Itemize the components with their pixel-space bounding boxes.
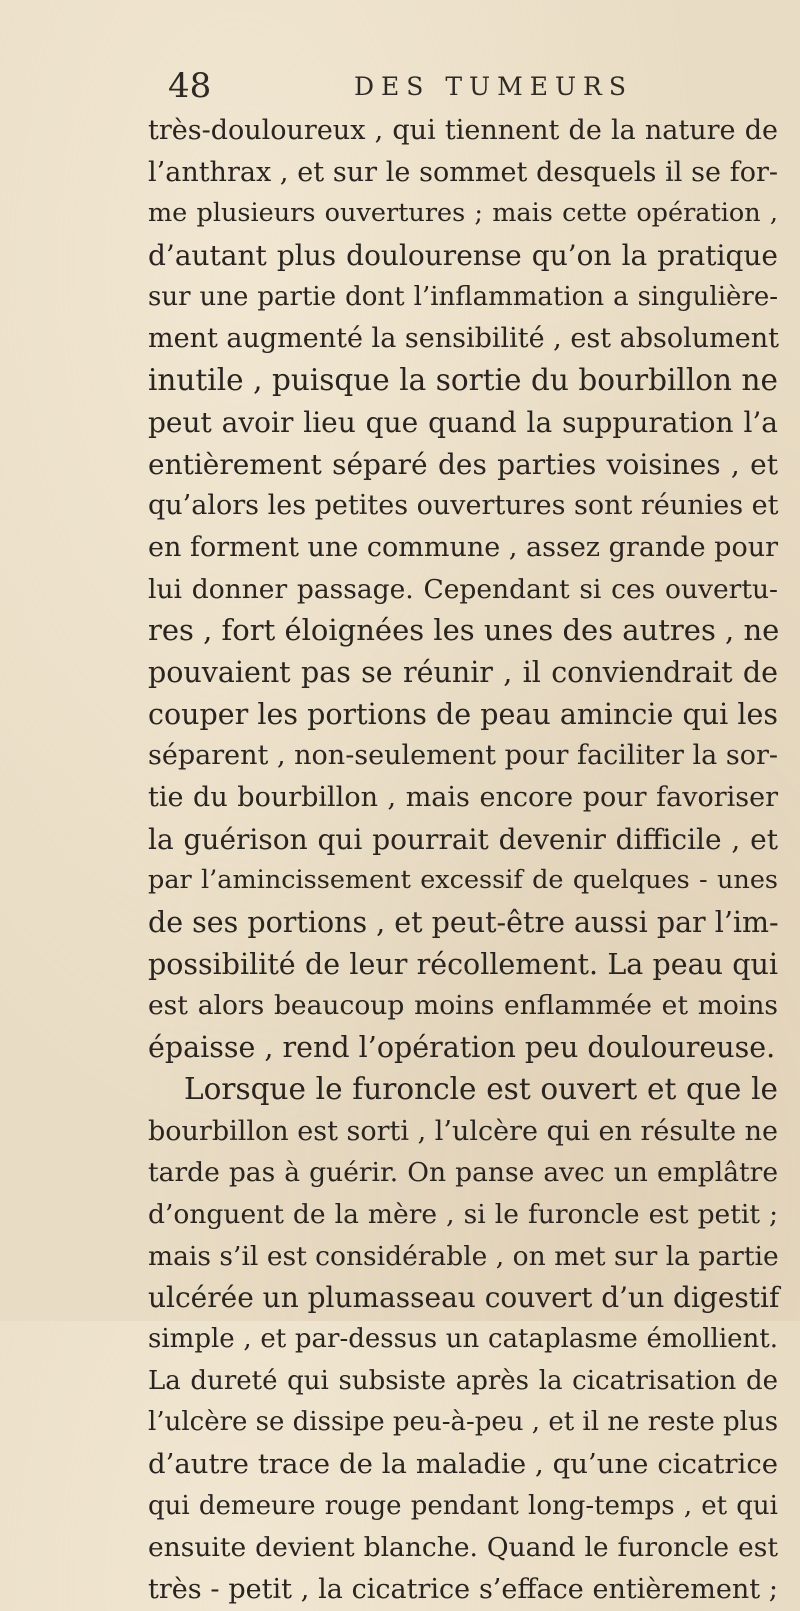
text-line: ensuite devient blanche. Quand le furoncle est [148,1532,778,1564]
text-line: me plusieurs ouvertures ; mais cette opération , [148,198,778,229]
text-line: tarde pas à guérir. On panse avec un emplâtre [148,1157,778,1189]
text-line: d’onguent de la mère , si le furoncle est petit ; [148,1198,778,1230]
text-line: est alors beaucoup moins enflammée et moins [148,990,778,1022]
body-text [148,110,780,1606]
text-line: qu’alors les petites ouvertures sont réunies et [148,490,779,522]
text-line: lui donner passage. Cependant si ces ouvertu- [148,573,778,605]
text-line: très-douloureux , qui tiennent de la nature de [148,115,778,146]
page-number: 48 [168,66,212,106]
page-header [168,66,768,106]
text-line: simple , et par-dessus un cataplasme émollient. [148,1323,778,1354]
text-line: très - petit , la cicatrice s’efface entièrement ; [148,1574,778,1606]
text-line: de ses portions , et peut-être aussi par l’im- [148,906,779,940]
text-line: sur une partie dont l’inflammation a singulière- [148,281,778,312]
text-line: l’anthrax , et sur le sommet desquels il se for- [148,156,778,188]
text-line: ment augmenté la sensibilité , est absolument [148,323,779,355]
text-line: possibilité de leur récollement. La peau qui [148,947,778,981]
text-line: en forment une commune , assez grande pour [148,531,778,563]
text-line: tie du bourbillon , mais encore pour favoriser [148,782,778,813]
text-line: La dureté qui subsiste après la cicatrisation de [148,1365,778,1396]
text-line: épaisse , rend l’opération peu douloureuse. [148,1031,776,1065]
text-line: séparent , non-seulement pour faciliter la sor- [148,740,778,772]
text-line: d’autre trace de la maladie , qu’une cicatrice [148,1448,778,1480]
text-line: par l’amincissement excessif de quelques - unes [148,865,778,896]
text-line: Lorsque le furoncle est ouvert et que le [184,1071,778,1106]
text-line: la guérison qui pourrait devenir difficile , et [148,822,778,856]
text-line: l’ulcère se dissipe peu-à-peu , et il ne reste plus [148,1407,779,1438]
text-line: mais s’il est considérable , on met sur la partie [148,1240,779,1272]
text-line: res , fort éloignées les unes des autres , ne [148,613,780,648]
text-line: d’autant plus doulourense qu’on la pratique [148,239,778,273]
text-line: entièrement séparé des parties voisines , et [148,447,778,481]
text-line: pouvaient pas se réunir , il conviendrait de [148,655,778,689]
text-line: bourbillon est sorti , l’ulcère qui en résulte ne [148,1115,778,1147]
text-line: couper les portions de peau amincie qui les [148,697,778,731]
running-title: DES TUMEURS [354,72,633,101]
text-line: peut avoir lieu que quand la suppuration l’a [148,405,778,439]
text-line: qui demeure rouge pendant long-temps , et qui [148,1490,778,1521]
text-line: ulcérée un plumasseau couvert d’un digestif [148,1281,780,1315]
text-line: inutile , puisque la sortie du bourbillon ne [148,363,778,398]
